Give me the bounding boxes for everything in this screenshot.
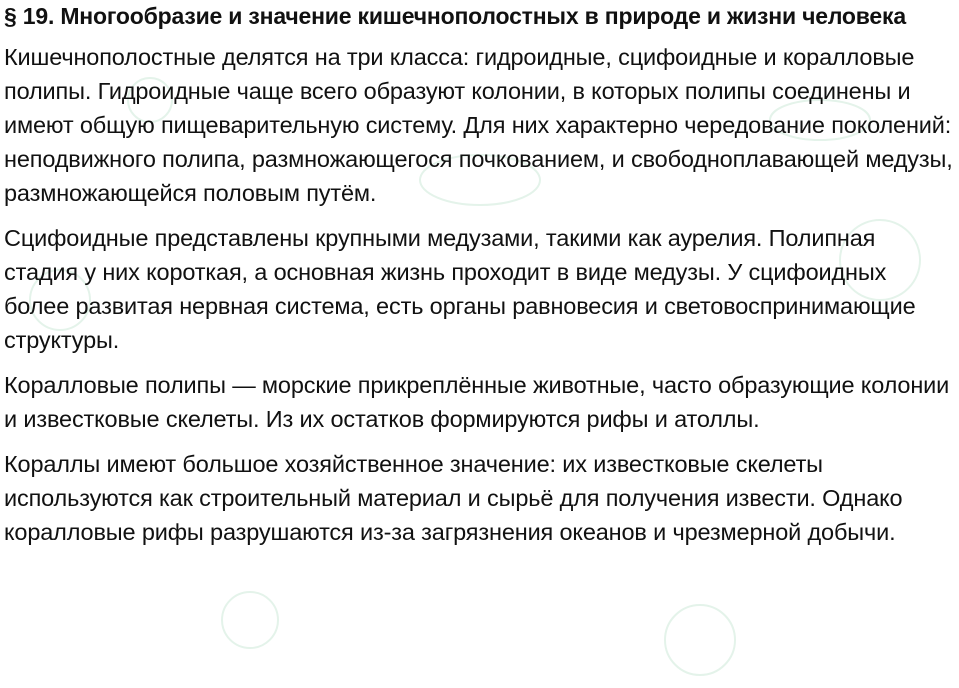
page-title: § 19. Многообразие и значение кишечнополостных в природе и жизни человека: [4, 3, 906, 29]
paragraph-scyphozoa: Сцифоидные представлены крупными медузами, такими как аурелия. Полипная стадия у них короткая, а основная жизнь проходит в виде медузы. У сцифоидных более развитая нервная система, есть органы равновесия и световоспринимающие структуры.: [4, 225, 916, 353]
paragraph-corals: Коралловые полипы — морские прикреплённые животные, часто образующие колонии и известковые скелеты. Из их остатков формируются рифы и атоллы.: [4, 372, 950, 432]
paragraph-classes: Кишечнополостные делятся на три класса: гидроидные, сцифоидные и коралловые полипы. Гидроидные чаще всего образуют колонии, в которых полипы соединены и имеют общую пищеварительную систему. Для них характерно чередование поколений: неподвижного полипа, размножающегося почкованием, и свободноплавающей медузы, размножающейся половым путём.: [4, 44, 953, 206]
paragraph-coral-value: Кораллы имеют большое хозяйственное значение: их известковые скелеты используются как строительный материал и сырьё для получения извести. Однако коралловые рифы разрушаются из-за загрязнения океанов и чрезмерной добычи.: [4, 451, 903, 545]
